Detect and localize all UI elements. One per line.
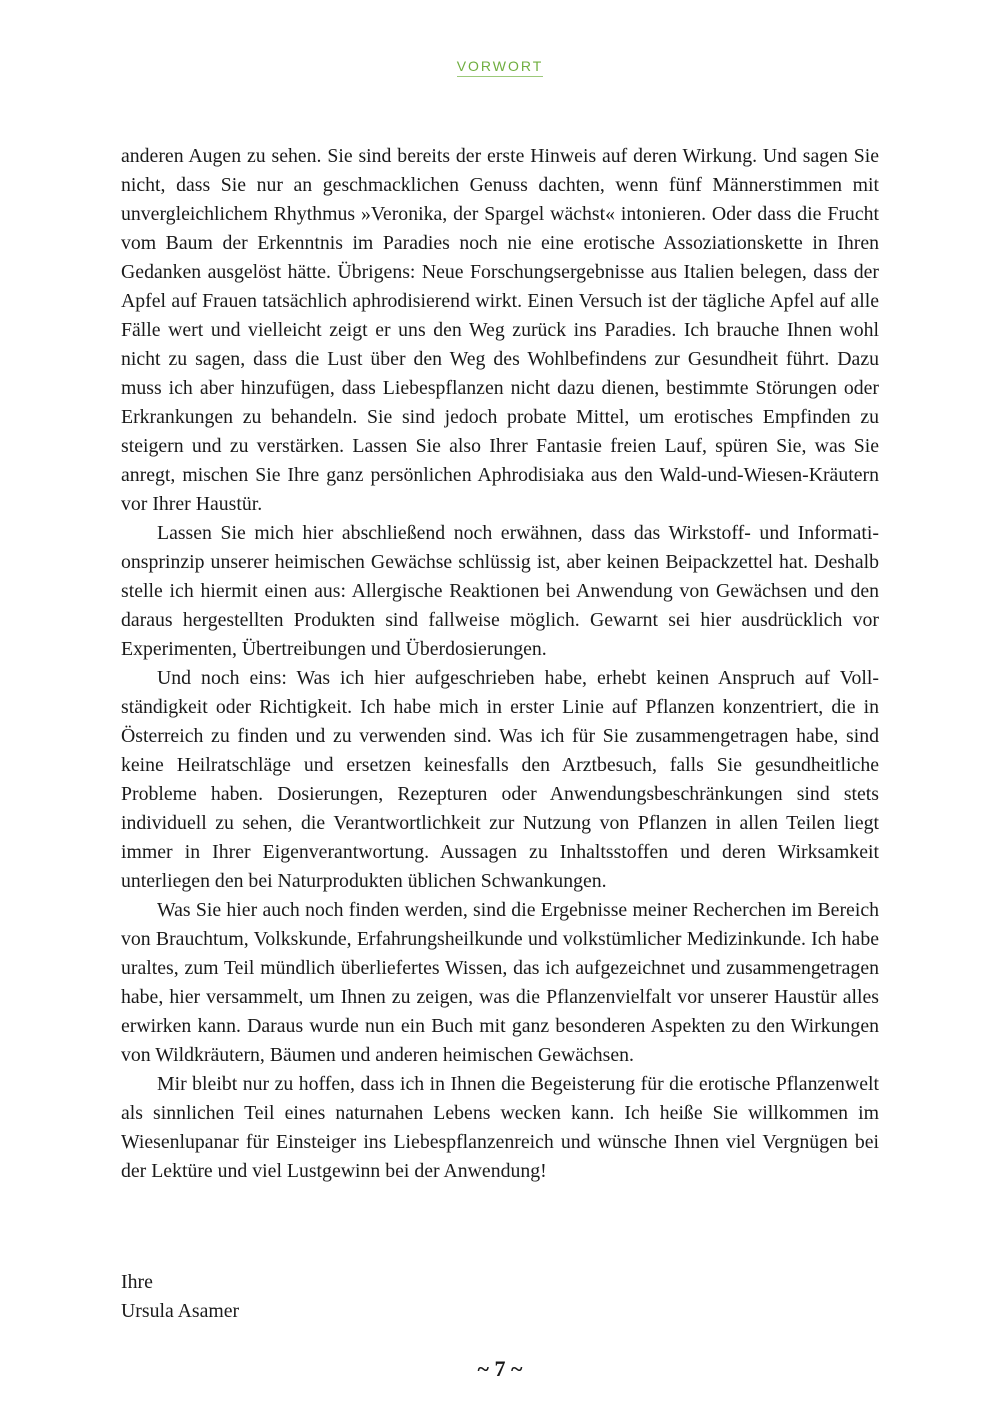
signature-author: Ursula Asamer (121, 1300, 240, 1322)
signature-closing: Ihre (121, 1271, 153, 1293)
body-text (121, 142, 879, 1186)
page-number: ~ 7 ~ (477, 1356, 523, 1381)
paragraph: Was Sie hier auch noch finden werden, sind die Ergebnisse meiner Recherchen im Bereich von Brauchtum, Volkskunde, Erfahrungsheilkunde und volkstümlicher Medizinkunde. Ich habe uraltes, zum Teil mündlich überliefertes Wissen, das ich aufgezeichnet und zusammengetragen habe, hier versammelt, um Ihnen zu zeigen, was die Pflanzenvielfalt vor unserer Haustür alles erwirken kann. Daraus wurde nun ein Buch mit ganz besonderen Aspekten zu den Wirkungen von Wildkräutern, Bäumen und anderen heimischen Gewächsen. (121, 899, 879, 1066)
signature (121, 1268, 239, 1326)
paragraph: Lassen Sie mich hier abschließend noch erwähnen, dass das Wirkstoff- und Informationsprinzip unserer heimischen Gewächse schlüssig ist, aber keinen Beipackzettel hat. Deshalb stelle ich hiermit einen aus: Allergische Reaktionen bei Anwendung von Gewächsen und den daraus hergestellten Produkten sind fallweise möglich. Gewarnt sei hier ausdrücklich vor Experimenten, Übertreibungen und Überdosierungen. (121, 522, 879, 660)
running-head (0, 58, 1000, 77)
paragraph: Mir bleibt nur zu hoffen, dass ich in Ihnen die Begeisterung für die erotische Pflanzenwelt als sinnlichen Teil eines naturnahen Lebens wecken kann. Ich heiße Sie willkommen im Wiesenlupanar für Einsteiger ins Liebespflanzenreich und wünsche Ihnen viel Vergnügen bei der Lektüre und viel Lustgewinn bei der Anwendung! (121, 1073, 879, 1182)
paragraph: anderen Augen zu sehen. Sie sind bereits der erste Hinweis auf deren Wirkung. Und sagen Sie nicht, dass Sie nur an geschmacklichen Genuss dachten, wenn fünf Männerstimmen mit unvergleichlichem Rhythmus »Veronika, der Spargel wächst« intonieren. Oder dass die Frucht vom Baum der Erkenntnis im Paradies noch nie eine erotische Assoziationskette in Ihren Gedanken ausgelöst hätte. Übrigens: Neue Forschungsergebnisse aus Italien belegen, dass der Apfel auf Frauen tatsächlich aphrodisierend wirkt. Einen Versuch ist der tägliche Apfel auf alle Fälle wert und vielleicht zeigt er uns den Weg zurück ins Paradies. Ich brauche Ihnen wohl nicht zu sagen, dass die Lust über den Weg des Wohlbefindens zur Gesundheit führt. Dazu muss ich aber hinzufügen, dass Liebespflanzen nicht dazu dienen, bestimmte Störungen oder Erkrankungen zu behandeln. Sie sind jedoch probate Mittel, um erotisches Empfinden zu steigern und zu verstärken. Lassen Sie also Ihrer Fantasie freien Lauf, spüren Sie, was Sie anregt, mischen Sie Ihre ganz persönlichen Aphrodisiaka aus den Wald-und-Wiesen-Kräutern vor Ihrer Haustür. (121, 145, 879, 515)
paragraph: Und noch eins: Was ich hier aufgeschrieben habe, erhebt keinen Anspruch auf Vollständigkeit oder Richtigkeit. Ich habe mich in erster Linie auf Pflanzen konzentriert, die in Österreich zu finden und zu verwenden sind. Was ich für Sie zusammengetragen habe, sind keine Heilratschläge und ersetzen keinesfalls den Arztbesuch, falls Sie gesundheitliche Probleme haben. Dosierungen, Rezepturen oder Anwendungsbeschränkungen sind stets individuell zu sehen, die Verantwortlichkeit zur Nutzung von Pflanzen in allen Teilen liegt immer in Ihrer Eigenverantwortung. Aussagen zu Inhaltsstoffen und deren Wirksamkeit unterliegen den bei Naturprodukten üblichen Schwankungen. (121, 667, 879, 892)
running-head-title: VORWORT (457, 58, 544, 77)
